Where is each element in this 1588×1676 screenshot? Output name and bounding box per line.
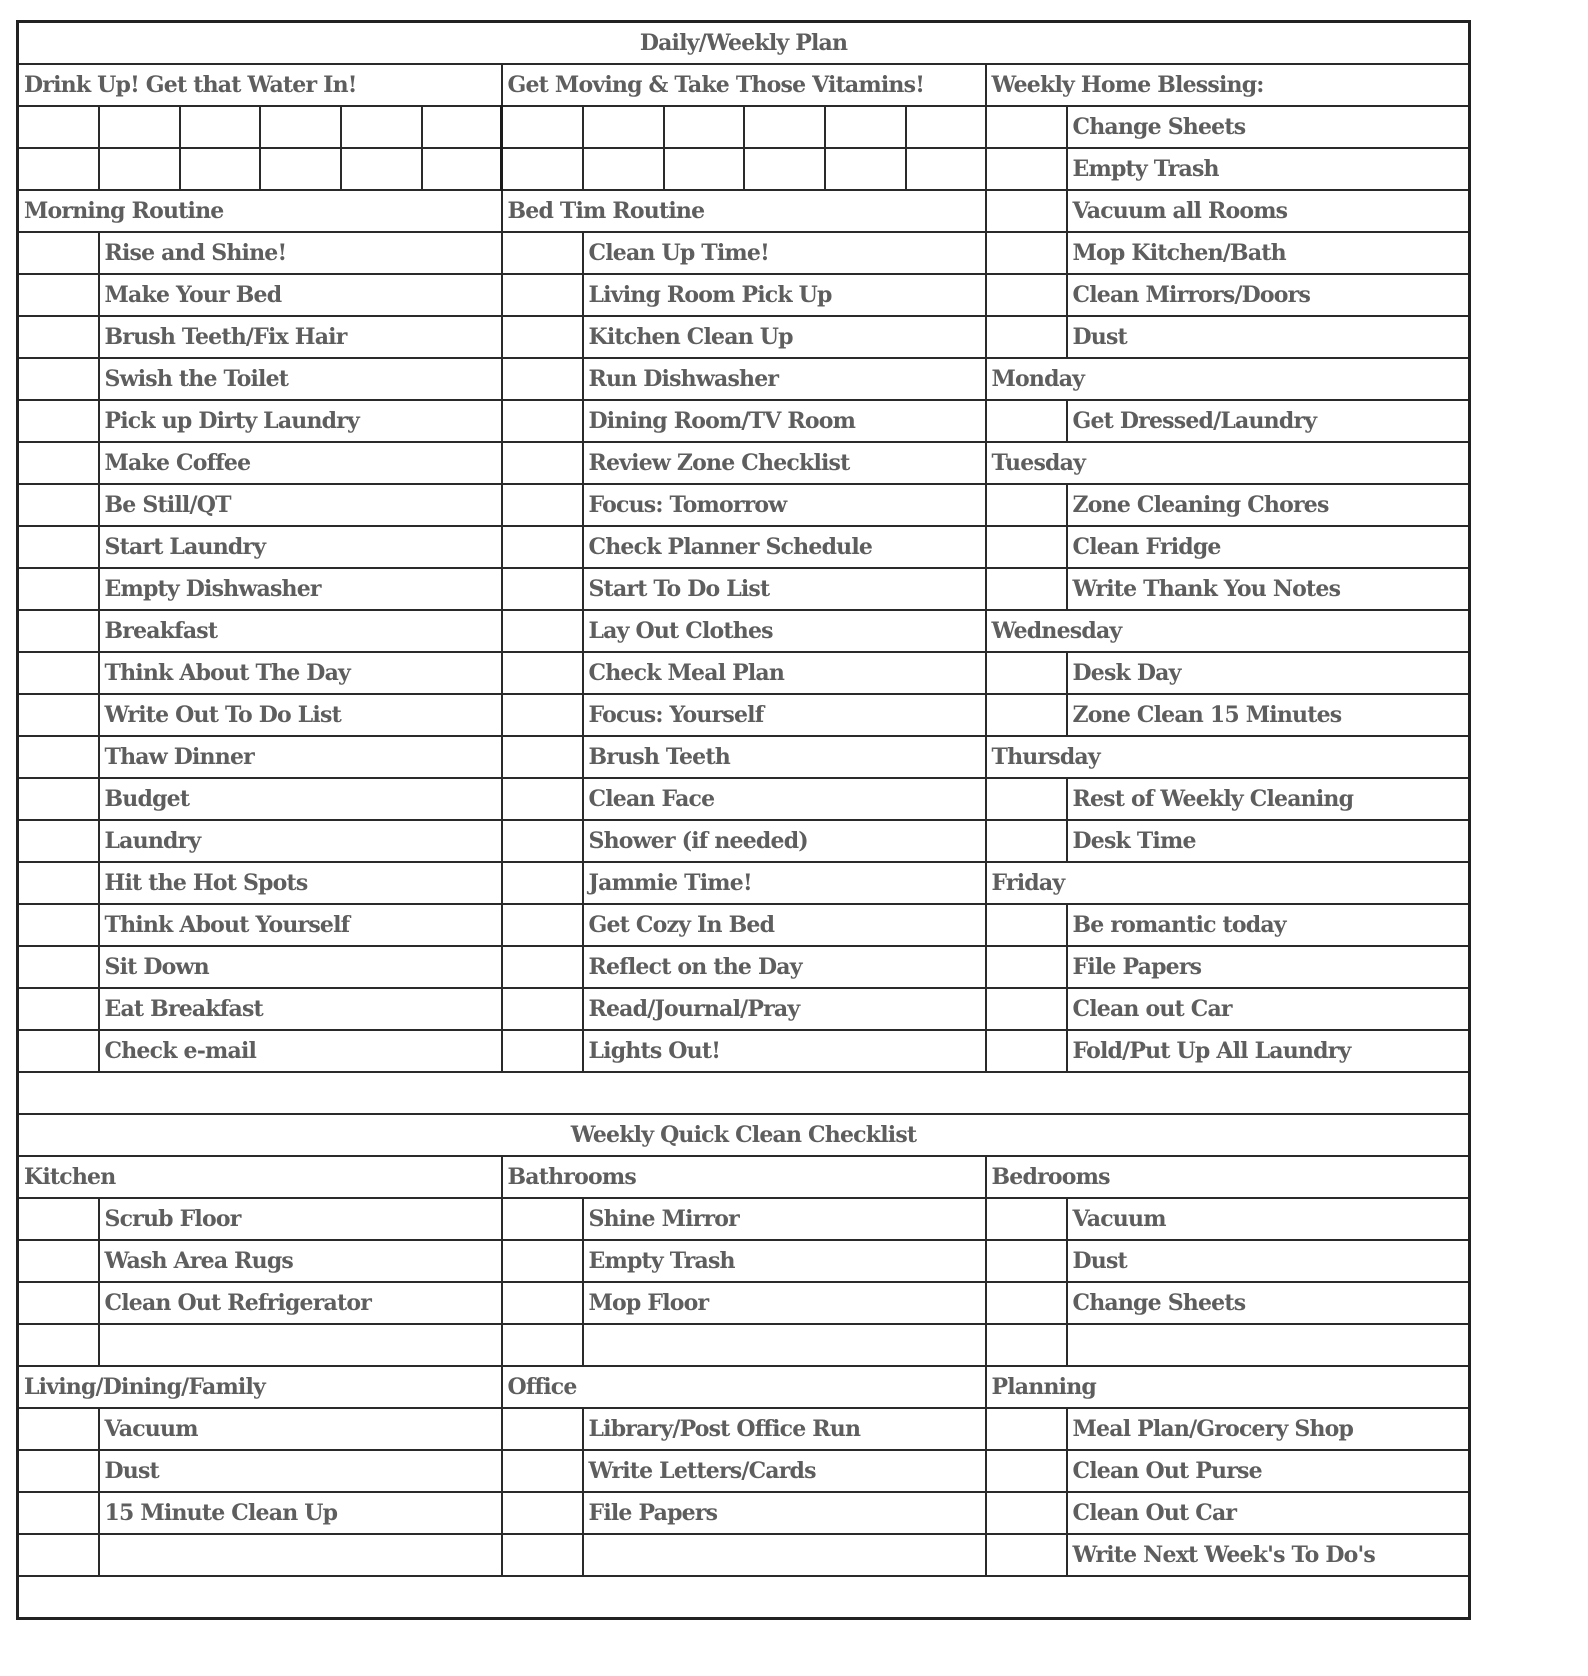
bedtime-routine-item: Review Zone Checklist xyxy=(583,442,986,484)
quick-clean-task: Shine Mirror xyxy=(583,1198,986,1240)
quick-clean-task: Dust xyxy=(1067,1240,1470,1282)
water-checkbox[interactable] xyxy=(341,148,422,190)
routine-row xyxy=(18,862,1470,904)
checkbox[interactable] xyxy=(502,316,583,358)
checkbox[interactable] xyxy=(986,274,1067,316)
quick-clean-task: Empty Trash xyxy=(583,1240,986,1282)
routine-row xyxy=(18,568,1470,610)
bedtime-routine-item: Clean Up Time! xyxy=(583,232,986,274)
routine-row xyxy=(18,442,1470,484)
routine-row xyxy=(18,232,1470,274)
morning-routine-item: Brush Teeth/Fix Hair xyxy=(99,316,502,358)
routine-row xyxy=(18,316,1470,358)
vitamin-checkbox[interactable] xyxy=(502,106,583,148)
checkbox[interactable] xyxy=(18,862,99,904)
routine-row xyxy=(18,946,1470,988)
checkbox[interactable] xyxy=(18,1324,99,1366)
checkbox[interactable] xyxy=(986,1198,1067,1240)
morning-routine-heading: Morning Routine xyxy=(18,190,502,232)
checkbox[interactable] xyxy=(18,736,99,778)
bedtime-routine-item: Lay Out Clothes xyxy=(583,610,986,652)
checkbox[interactable] xyxy=(986,232,1067,274)
morning-routine-item: Make Your Bed xyxy=(99,274,502,316)
morning-routine-item: Think About The Day xyxy=(99,652,502,694)
checkbox[interactable] xyxy=(502,1282,583,1324)
bedtime-routine-item: Run Dishwasher xyxy=(583,358,986,400)
morning-routine-item: Write Out To Do List xyxy=(99,694,502,736)
checkbox[interactable] xyxy=(986,106,1067,148)
bedtime-routine-item: Dining Room/TV Room xyxy=(583,400,986,442)
weekly-task: Mop Kitchen/Bath xyxy=(1067,232,1470,274)
checkbox[interactable] xyxy=(502,820,583,862)
weekday-heading: Monday xyxy=(986,358,1470,400)
bedtime-routine-item: Start To Do List xyxy=(583,568,986,610)
quick-clean-row xyxy=(18,1408,1470,1450)
weekday-heading: Thursday xyxy=(986,736,1470,778)
quick-clean-row xyxy=(18,1240,1470,1282)
vitamin-checkbox[interactable] xyxy=(825,106,906,148)
quick-clean-task: 15 Minute Clean Up xyxy=(99,1492,502,1534)
checkbox[interactable] xyxy=(502,274,583,316)
water-checkbox[interactable] xyxy=(422,148,502,190)
room-heading: Bedrooms xyxy=(986,1156,1470,1198)
weekly-task: Empty Trash xyxy=(1067,148,1470,190)
checkbox[interactable] xyxy=(502,652,583,694)
checkbox[interactable] xyxy=(986,652,1067,694)
routine-row xyxy=(18,400,1470,442)
routine-row xyxy=(18,988,1470,1030)
bedtime-routine-item: Living Room Pick Up xyxy=(583,274,986,316)
checkbox[interactable] xyxy=(986,946,1067,988)
vitamin-checkbox[interactable] xyxy=(583,148,664,190)
morning-routine-item: Breakfast xyxy=(99,610,502,652)
checkbox[interactable] xyxy=(986,400,1067,442)
checkbox[interactable] xyxy=(18,484,99,526)
water-checkbox[interactable] xyxy=(260,106,341,148)
checkbox[interactable] xyxy=(18,400,99,442)
checkbox[interactable] xyxy=(986,148,1067,190)
checkbox[interactable] xyxy=(18,1198,99,1240)
routine-row xyxy=(18,820,1470,862)
room-header-row xyxy=(18,1156,1470,1198)
bedtime-routine-item: Clean Face xyxy=(583,778,986,820)
routine-header-row xyxy=(18,190,1470,232)
quick-clean-task: Scrub Floor xyxy=(99,1198,502,1240)
weekly-task: Rest of Weekly Cleaning xyxy=(1067,778,1470,820)
checkbox[interactable] xyxy=(986,1408,1067,1450)
checkbox[interactable] xyxy=(18,316,99,358)
checkbox[interactable] xyxy=(502,232,583,274)
quick-clean-task: Vacuum xyxy=(1067,1198,1470,1240)
vitamin-checkbox[interactable] xyxy=(664,106,744,148)
morning-routine-item: Eat Breakfast xyxy=(99,988,502,1030)
quick-clean-task xyxy=(1067,1324,1470,1366)
weekly-task: Be romantic today xyxy=(1067,904,1470,946)
morning-routine-item: Pick up Dirty Laundry xyxy=(99,400,502,442)
bedtime-routine-item: Shower (if needed) xyxy=(583,820,986,862)
bedtime-routine-item: Focus: Tomorrow xyxy=(583,484,986,526)
checkbox[interactable] xyxy=(18,946,99,988)
routine-row xyxy=(18,652,1470,694)
room-heading: Bathrooms xyxy=(502,1156,986,1198)
morning-routine-item: Start Laundry xyxy=(99,526,502,568)
plan-title-row xyxy=(18,22,1470,65)
checkbox[interactable] xyxy=(502,442,583,484)
plan-title: Daily/Weekly Plan xyxy=(18,22,1470,65)
bedtime-routine-item: Jammie Time! xyxy=(583,862,986,904)
routine-row xyxy=(18,694,1470,736)
water-checkbox[interactable] xyxy=(180,148,260,190)
checkbox[interactable] xyxy=(18,274,99,316)
checkbox[interactable] xyxy=(18,1534,99,1576)
water-checkbox[interactable] xyxy=(260,148,341,190)
vitamin-checkbox[interactable] xyxy=(664,148,744,190)
quick-clean-task: Library/Post Office Run xyxy=(583,1408,986,1450)
vitamin-checkbox[interactable] xyxy=(825,148,906,190)
checkbox[interactable] xyxy=(986,568,1067,610)
routine-row xyxy=(18,526,1470,568)
checkbox[interactable] xyxy=(502,568,583,610)
vitamin-tracker-heading: Get Moving & Take Those Vitamins! xyxy=(502,64,986,106)
vitamin-checkbox[interactable] xyxy=(906,106,986,148)
weekly-task: Write Thank You Notes xyxy=(1067,568,1470,610)
routine-row xyxy=(18,736,1470,778)
morning-routine-item: Thaw Dinner xyxy=(99,736,502,778)
routine-row xyxy=(18,358,1470,400)
weekly-task: Vacuum all Rooms xyxy=(1067,190,1470,232)
water-checkbox[interactable] xyxy=(99,106,180,148)
checkbox[interactable] xyxy=(502,1408,583,1450)
bedtime-routine-item: Lights Out! xyxy=(583,1030,986,1072)
checkbox[interactable] xyxy=(502,778,583,820)
checkbox[interactable] xyxy=(986,1240,1067,1282)
checkbox[interactable] xyxy=(502,946,583,988)
morning-routine-item: Laundry xyxy=(99,820,502,862)
quick-title-row xyxy=(18,1114,1470,1156)
checkbox[interactable] xyxy=(502,358,583,400)
checkbox[interactable] xyxy=(502,1450,583,1492)
quick-clean-task: File Papers xyxy=(583,1492,986,1534)
weekday-heading: Wednesday xyxy=(986,610,1470,652)
checkbox[interactable] xyxy=(502,1324,583,1366)
water-checkbox[interactable] xyxy=(18,148,99,190)
weekday-heading: Friday xyxy=(986,862,1470,904)
quick-clean-task: Mop Floor xyxy=(583,1282,986,1324)
checkbox[interactable] xyxy=(986,484,1067,526)
bedtime-routine-item: Read/Journal/Pray xyxy=(583,988,986,1030)
bedtime-routine-item: Get Cozy In Bed xyxy=(583,904,986,946)
weekly-task: Clean Fridge xyxy=(1067,526,1470,568)
quick-clean-task: Clean Out Refrigerator xyxy=(99,1282,502,1324)
tracker-header-row xyxy=(18,64,1470,106)
quick-clean-task xyxy=(99,1324,502,1366)
checkbox[interactable] xyxy=(18,652,99,694)
checkbox[interactable] xyxy=(502,904,583,946)
checkbox[interactable] xyxy=(986,1492,1067,1534)
morning-routine-item: Swish the Toilet xyxy=(99,358,502,400)
bedtime-routine-item: Brush Teeth xyxy=(583,736,986,778)
vitamin-checkbox[interactable] xyxy=(906,148,986,190)
checkbox[interactable] xyxy=(502,1240,583,1282)
quick-clean-title: Weekly Quick Clean Checklist xyxy=(18,1114,1470,1156)
morning-routine-item: Budget xyxy=(99,778,502,820)
blank-row xyxy=(18,1072,1470,1114)
spacer-row xyxy=(18,1576,1470,1619)
quick-clean-task xyxy=(99,1534,502,1576)
quick-clean-task xyxy=(583,1324,986,1366)
checkbox[interactable] xyxy=(18,1450,99,1492)
checkbox[interactable] xyxy=(502,1030,583,1072)
checkbox[interactable] xyxy=(502,1492,583,1534)
routine-row xyxy=(18,274,1470,316)
checkbox[interactable] xyxy=(986,904,1067,946)
quick-clean-row xyxy=(18,1450,1470,1492)
room-heading: Kitchen xyxy=(18,1156,502,1198)
vitamin-checkbox[interactable] xyxy=(502,148,583,190)
checkbox[interactable] xyxy=(986,1450,1067,1492)
tracker-row xyxy=(18,106,1470,148)
quick-clean-task: Dust xyxy=(99,1450,502,1492)
checkbox[interactable] xyxy=(502,526,583,568)
checkbox[interactable] xyxy=(502,610,583,652)
quick-clean-task: Clean Out Purse xyxy=(1067,1450,1470,1492)
quick-clean-row xyxy=(18,1282,1470,1324)
checkbox[interactable] xyxy=(18,778,99,820)
routine-row xyxy=(18,610,1470,652)
weekly-task: Dust xyxy=(1067,316,1470,358)
bedtime-routine-item: Check Meal Plan xyxy=(583,652,986,694)
quick-clean-task: Write Next Week's To Do's xyxy=(1067,1534,1470,1576)
checkbox[interactable] xyxy=(502,694,583,736)
weekly-task: Fold/Put Up All Laundry xyxy=(1067,1030,1470,1072)
quick-clean-row xyxy=(18,1324,1470,1366)
weekly-task: Zone Clean 15 Minutes xyxy=(1067,694,1470,736)
room-heading: Living/Dining/Family xyxy=(18,1366,502,1408)
quick-clean-row xyxy=(18,1198,1470,1240)
checkbox[interactable] xyxy=(18,1408,99,1450)
checkbox[interactable] xyxy=(986,694,1067,736)
checkbox[interactable] xyxy=(18,232,99,274)
routine-row xyxy=(18,904,1470,946)
checkbox[interactable] xyxy=(18,1282,99,1324)
routine-row xyxy=(18,778,1470,820)
bedtime-routine-item: Reflect on the Day xyxy=(583,946,986,988)
vitamin-checkbox[interactable] xyxy=(744,148,825,190)
blank-row xyxy=(18,1576,1470,1619)
checkbox[interactable] xyxy=(18,1030,99,1072)
checkbox[interactable] xyxy=(18,358,99,400)
checkbox[interactable] xyxy=(18,988,99,1030)
checkbox[interactable] xyxy=(502,862,583,904)
checkbox[interactable] xyxy=(502,484,583,526)
quick-clean-task: Write Letters/Cards xyxy=(583,1450,986,1492)
checkbox[interactable] xyxy=(986,1282,1067,1324)
weekly-blessing-heading: Weekly Home Blessing: xyxy=(986,64,1470,106)
bedtime-routine-item: Kitchen Clean Up xyxy=(583,316,986,358)
checkbox[interactable] xyxy=(18,820,99,862)
weekly-task: Desk Day xyxy=(1067,652,1470,694)
weekly-task: Desk Time xyxy=(1067,820,1470,862)
quick-clean-task: Meal Plan/Grocery Shop xyxy=(1067,1408,1470,1450)
quick-clean-task xyxy=(583,1534,986,1576)
quick-clean-task: Clean Out Car xyxy=(1067,1492,1470,1534)
water-checkbox[interactable] xyxy=(341,106,422,148)
checkbox[interactable] xyxy=(986,1030,1067,1072)
quick-clean-task: Vacuum xyxy=(99,1408,502,1450)
morning-routine-item: Sit Down xyxy=(99,946,502,988)
weekday-heading: Tuesday xyxy=(986,442,1470,484)
morning-routine-item: Check e-mail xyxy=(99,1030,502,1072)
checkbox[interactable] xyxy=(986,1534,1067,1576)
tracker-row xyxy=(18,148,1470,190)
quick-clean-task: Change Sheets xyxy=(1067,1282,1470,1324)
room-header-row xyxy=(18,1366,1470,1408)
checkbox[interactable] xyxy=(986,1324,1067,1366)
room-heading: Office xyxy=(502,1366,986,1408)
checkbox[interactable] xyxy=(18,694,99,736)
checkbox[interactable] xyxy=(986,526,1067,568)
routine-row xyxy=(18,1030,1470,1072)
water-checkbox[interactable] xyxy=(180,106,260,148)
checkbox[interactable] xyxy=(986,190,1067,232)
spacer-row xyxy=(18,1072,1470,1114)
checkbox[interactable] xyxy=(986,820,1067,862)
weekly-task: Zone Cleaning Chores xyxy=(1067,484,1470,526)
checkbox[interactable] xyxy=(18,904,99,946)
checkbox[interactable] xyxy=(18,1492,99,1534)
routine-row xyxy=(18,484,1470,526)
checkbox[interactable] xyxy=(18,1240,99,1282)
room-heading: Planning xyxy=(986,1366,1470,1408)
quick-clean-task: Wash Area Rugs xyxy=(99,1240,502,1282)
bedtime-routine-heading: Bed Tim Routine xyxy=(502,190,986,232)
checkbox[interactable] xyxy=(502,1534,583,1576)
bedtime-routine-item: Check Planner Schedule xyxy=(583,526,986,568)
checkbox[interactable] xyxy=(502,988,583,1030)
checkbox[interactable] xyxy=(502,1198,583,1240)
weekly-task: Change Sheets xyxy=(1067,106,1470,148)
water-checkbox[interactable] xyxy=(18,106,99,148)
quick-clean-row xyxy=(18,1534,1470,1576)
checkbox[interactable] xyxy=(18,526,99,568)
checkbox[interactable] xyxy=(18,568,99,610)
morning-routine-item: Hit the Hot Spots xyxy=(99,862,502,904)
morning-routine-item: Empty Dishwasher xyxy=(99,568,502,610)
checkbox[interactable] xyxy=(502,736,583,778)
quick-clean-row xyxy=(18,1492,1470,1534)
checkbox[interactable] xyxy=(986,988,1067,1030)
weekly-task: Clean out Car xyxy=(1067,988,1470,1030)
daily-weekly-plan-sheet xyxy=(16,20,1471,1620)
checkbox[interactable] xyxy=(986,316,1067,358)
morning-routine-item: Rise and Shine! xyxy=(99,232,502,274)
weekly-task: Clean Mirrors/Doors xyxy=(1067,274,1470,316)
water-checkbox[interactable] xyxy=(422,106,502,148)
water-tracker-heading: Drink Up! Get that Water In! xyxy=(18,64,502,106)
checkbox[interactable] xyxy=(18,442,99,484)
checkbox[interactable] xyxy=(18,610,99,652)
bedtime-routine-item: Focus: Yourself xyxy=(583,694,986,736)
morning-routine-item: Make Coffee xyxy=(99,442,502,484)
weekly-task: Get Dressed/Laundry xyxy=(1067,400,1470,442)
morning-routine-item: Be Still/QT xyxy=(99,484,502,526)
checkbox[interactable] xyxy=(502,400,583,442)
morning-routine-item: Think About Yourself xyxy=(99,904,502,946)
checkbox[interactable] xyxy=(986,778,1067,820)
weekly-task: File Papers xyxy=(1067,946,1470,988)
vitamin-checkbox[interactable] xyxy=(744,106,825,148)
water-checkbox[interactable] xyxy=(99,148,180,190)
vitamin-checkbox[interactable] xyxy=(583,106,664,148)
